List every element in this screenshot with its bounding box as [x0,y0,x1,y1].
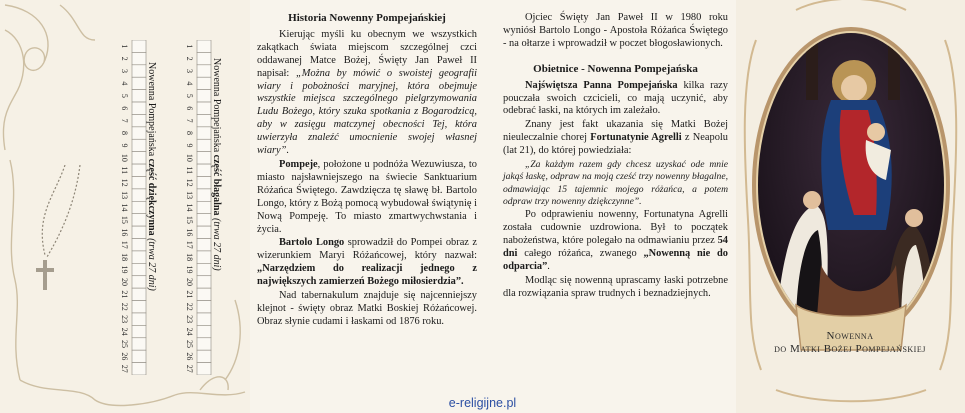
history-heading: Historia Nowenny Pompejańskiej [288,12,446,24]
image-caption-line-1: Nowenna [826,330,874,342]
tracker-day-number: 13 [185,191,195,200]
tracker-day-box [197,363,211,375]
history-column [257,12,477,330]
tracker-day-number: 25 [185,339,195,348]
tracker-day-number: 6 [120,106,130,111]
tracker-day-number: 4 [120,81,130,86]
tracker-day-number: 5 [185,93,195,98]
image-caption-line-2: do Matki Bożej Pompejańskiej [774,343,926,355]
tracker-day-number: 15 [120,215,130,224]
tracker-day-number: 11 [185,166,195,175]
tracker-day-number: 18 [120,253,130,262]
tracker-day-number: 14 [120,203,130,212]
tracker-day-number: 11 [120,166,130,175]
tracker-day-number: 27 [185,364,195,373]
tracker-day-number: 13 [120,191,130,200]
tracker-day-number: 12 [185,178,195,187]
tracker-day-number: 4 [185,81,195,86]
promises-paragraph-3: Po odprawieniu nowenny, Fortunatyna Agrelli została cudownie uzdrowiona. Był to początek nabożeństwa, które polegało na odmawianiu przez 54 dni całego różańca, zwanego „Nowenną nie do odparcia”. [503,209,728,272]
history-paragraph-3: Bartolo Longo sprowadził do Pompei obraz z wizerunkiem Maryi Różańcowej, który nazwał: „Narzędziem do realizacji jednego z największych zamierzeń Bożego miłosierdzia”. [257,237,477,288]
promises-paragraph-4: Modląc się nowenną uprascamy łaski potrzebne dla rozwiązania spraw trudnych i beznadziejnych. [503,274,728,299]
history-paragraph-1: Kierując myśli ku obecnym we wszystkich zakątkach świata miejscom szczególnej czci oddawanej Matce Bożej, Święty Jan Paweł II napisał: „Można by mówić o swoistej geografii wiary i pobożności maryjnej, która obejmuje wszystkie miejsca szczególnego pielgrzymowania Ludu Bożego, który szuka spotkania z Bogarodzicą, aby w zasięgu matczynej obecności Tej, która uwierzyła znaleźć umocnienie swojej własnej wiary”. [257,28,477,157]
tracker-day-number: 18 [185,253,195,262]
tracker-day-box [197,338,211,350]
tracker-day-number: 9 [120,143,130,148]
tracker-day-number: 21 [185,290,195,299]
promises-heading: Obietnice - Nowenna Pompejańska [533,62,698,75]
image-caption [755,330,945,356]
tracker-day-box [132,338,146,350]
tracker-day-number: 7 [185,118,195,123]
tracker-day-number: 19 [120,265,130,274]
tracker-day-number: 1 [120,44,130,49]
tracker-day-number: 17 [185,240,195,249]
tracker-day-number: 22 [120,302,130,311]
promises-column [503,12,728,302]
tracker-day-number: 3 [120,69,130,74]
tracker-day-number: 15 [185,215,195,224]
tracker-day-box [132,363,146,375]
tracker-title-thanksgiving: Nowenna Pompejańska część dziękczynna (trwa 27 dni) [146,62,157,291]
tracker-day-number: 25 [120,339,130,348]
tracker-day-number: 9 [185,143,195,148]
tracker-day-box [132,350,146,362]
tracker-day-number: 23 [185,315,195,324]
tracker-day-number: 3 [185,69,195,74]
promises-paragraph-2: Znany jest fakt ukazania się Matki Bożej nieuleczalnie chorej Fortunatynie Agrelli z Neapolu (lat 21), do której powiedziała: [503,119,728,157]
tracker-day-number: 23 [120,315,130,324]
tracker-day-number: 1 [185,44,195,49]
tracker-day-number: 17 [120,240,130,249]
tracker-day-number: 16 [120,228,130,237]
beatification-paragraph: Ojciec Święty Jan Paweł II w 1980 roku wyniósł Bartolo Longo - Apostoła Różańca Świętego - na ołtarze i wprowadził w poczet błogosławionych. [503,12,728,49]
tracker-day-number: 8 [185,131,195,136]
rosary-icon [25,165,85,305]
tracker-day-number: 16 [185,228,195,237]
tracker-day-number: 5 [120,93,130,98]
tracker-day-number: 26 [185,352,195,361]
tracker-day-number: 19 [185,265,195,274]
tracker-title-supplication: Nowenna Pompejańska część błagalna (trwa 27 dni) [211,58,222,271]
tracker-day-number: 2 [185,56,195,61]
history-paragraph-2: Pompeje, położone u podnóża Wezuwiusza, to miasto najsławniejszego na świecie Sanktuarium Różańca Świętego. Zawdzięcza tę sławę bł. Bartolo Longo, który z Bożą pomocą wybudował świątynię i Nową Pompeję. To miasto zmartwychwstania i życia. [257,158,477,235]
tracker-day-number: 10 [120,153,130,162]
left-panel [0,0,250,413]
tracker-day-number: 8 [120,131,130,136]
tracker-day-number: 21 [120,290,130,299]
tracker-day-number: 12 [120,178,130,187]
tracker-day-number: 22 [185,302,195,311]
tracker-day-number: 2 [120,56,130,61]
tracker-day-number: 14 [185,203,195,212]
tracker-day-number: 24 [185,327,195,336]
tracker-day-number: 26 [120,352,130,361]
tracker-day-number: 27 [120,364,130,373]
tracker-day-number: 7 [120,118,130,123]
tracker-day-number: 10 [185,153,195,162]
tracker-day-number: 20 [120,277,130,286]
promises-quote: „Za każdym razem gdy chcesz uzyskać ode mnie jakąś łaskę, odpraw na moją cześć trzy nowenny błagalne, odmawiając 15 tajemnic mojego różańca, a potem odpraw trzy nowenny dziękczynne”. [503,159,728,207]
tracker-day-number: 6 [185,106,195,111]
tracker-day-number: 20 [185,277,195,286]
history-paragraph-4: Nad tabernakulum znajduje się najcenniejszy klejnot - święty obraz Matki Boskiej Różańcowej. Obraz słynie cudami i łaskami od 1876 roku. [257,290,477,327]
footer-website-link[interactable]: e-religijne.pl [448,396,517,410]
tracker-day-box [197,350,211,362]
promises-paragraph-1: Najświętsza Panna Pompejańska kilka razy pouczała swoich czcicieli, co mają uczynić, aby odebrać łaski, na których im zależało. [503,79,728,117]
tracker-day-number: 24 [120,327,130,336]
